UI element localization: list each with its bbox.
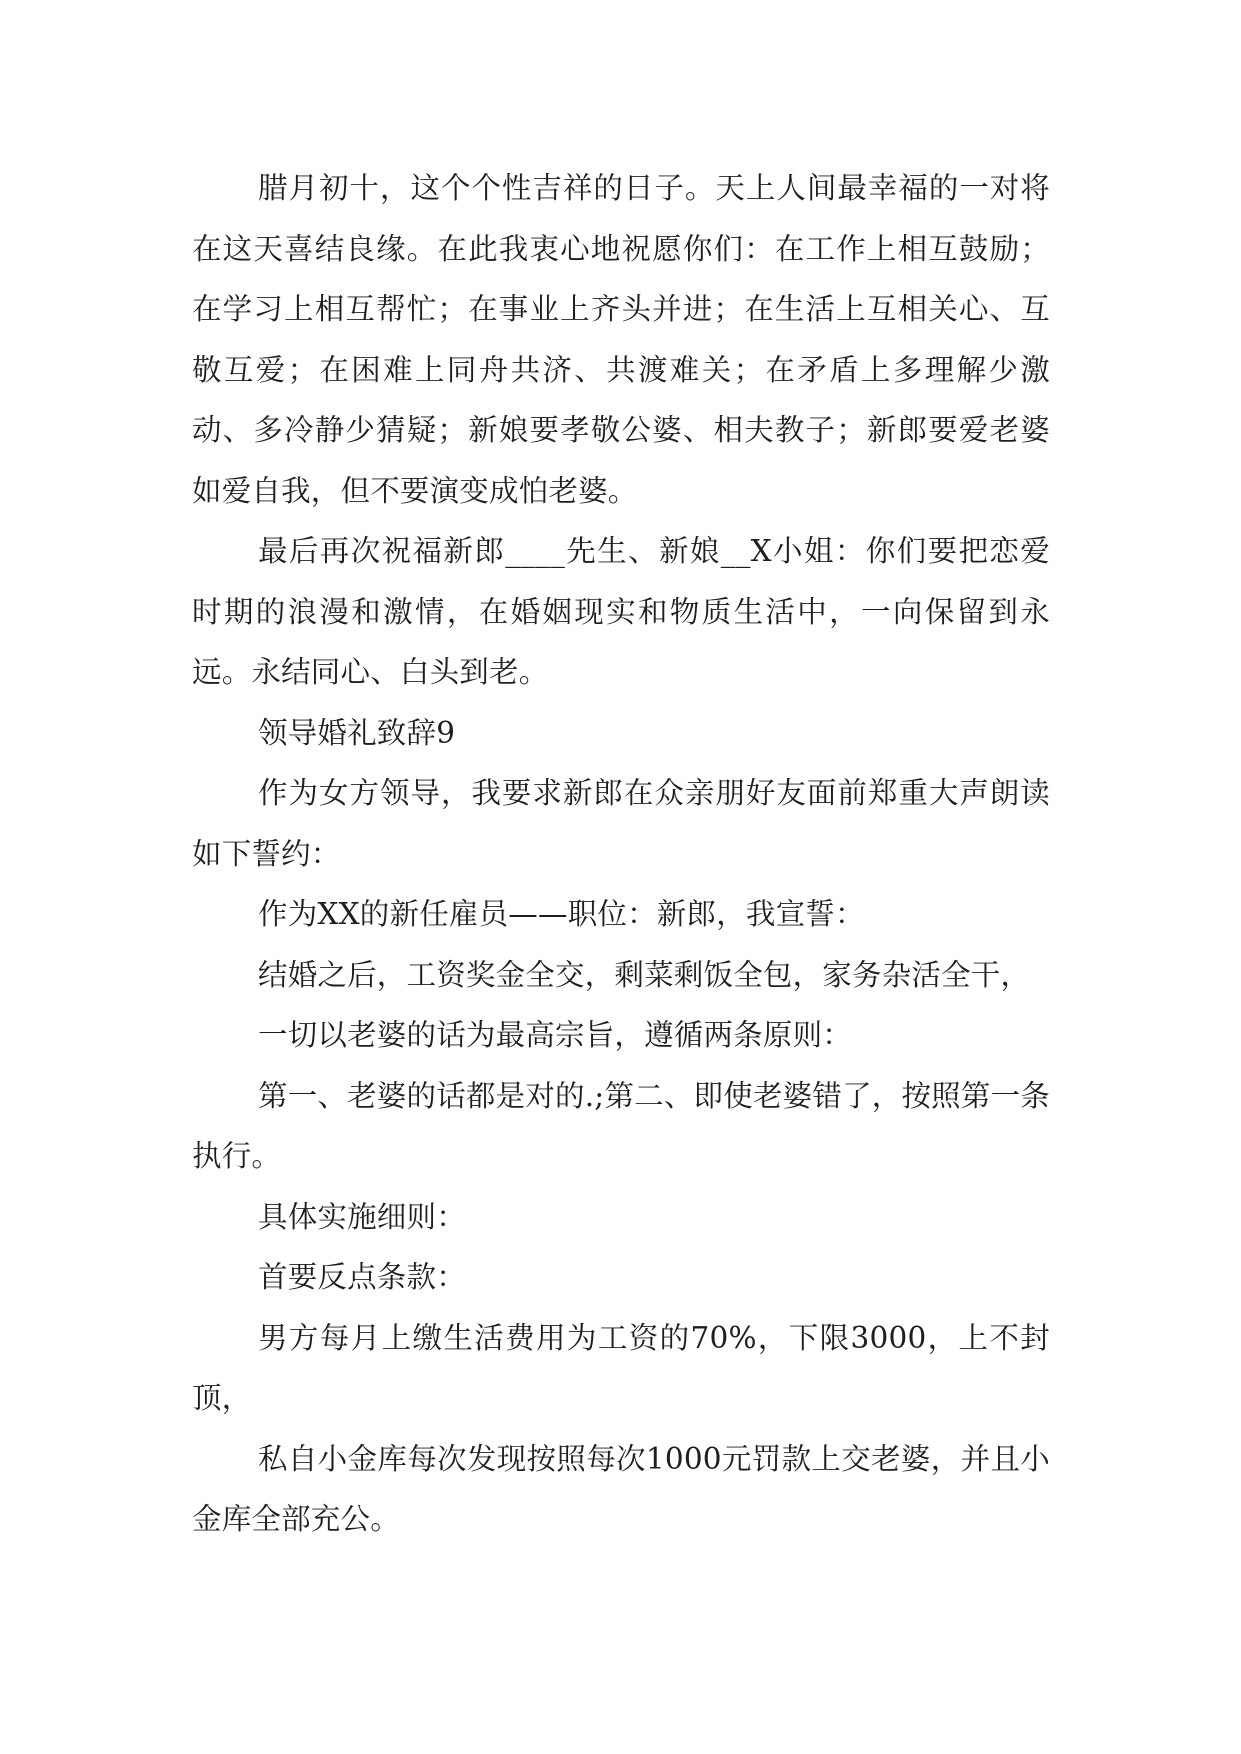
paragraph-principles: 一切以老婆的话为最高宗旨，遵循两条原则： (258, 1018, 853, 1052)
paragraph-oath: 作为XX的新任雇员——职位：新郎，我宣誓： (258, 897, 865, 931)
paragraph-duties: 结婚之后，工资奖金全交，剩菜剩饭全包，家务杂活全干， (258, 957, 1031, 992)
paragraph-final-blessing: 最后再次祝福新郎____先生、新娘__X小姐：你们要把恋爱时期的浪漫和激情，在婚姻现实和物质生活中，一向保留到永远。永结同心、白头到老。 (192, 534, 1050, 689)
paragraph-details: 具体实施细则： (258, 1199, 466, 1234)
paragraph-living-expense: 男方每月上缴生活费用为工资的70%，下限3000，上不封顶， (192, 1320, 1050, 1415)
paragraph-intro-vow: 作为女方领导，我要求新郎在众亲朋好友面前郑重大声朗读如下誓约： (192, 776, 1050, 871)
paragraph-rules: 第一、老婆的话都是对的.;第二、即使老婆错了，按照第一条执行。 (192, 1078, 1050, 1173)
paragraph-penalty: 私自小金库每次发现按照每次1000元罚款上交老婆，并且小金库全部充公。 (192, 1441, 1050, 1536)
document-body (192, 158, 1050, 1550)
paragraph-clause: 首要反点条款： (258, 1260, 466, 1294)
section-heading: 领导婚礼致辞9 (258, 715, 456, 750)
paragraph-blessing: 腊月初十，这个个性吉祥的日子。天上人间最幸福的一对将在这天喜结良缘。在此我衷心地祝愿你们：在工作上相互鼓励；在学习上相互帮忙；在事业上齐头并进；在生活上互相关心、互敬互爱；在困难上同舟共济、共渡难关；在矛盾上多理解少激动、多冷静少猜疑；新娘要孝敬公婆、相夫教子；新郎要爱老婆如爱自我，但不要演变成怕老婆。 (192, 171, 1050, 508)
